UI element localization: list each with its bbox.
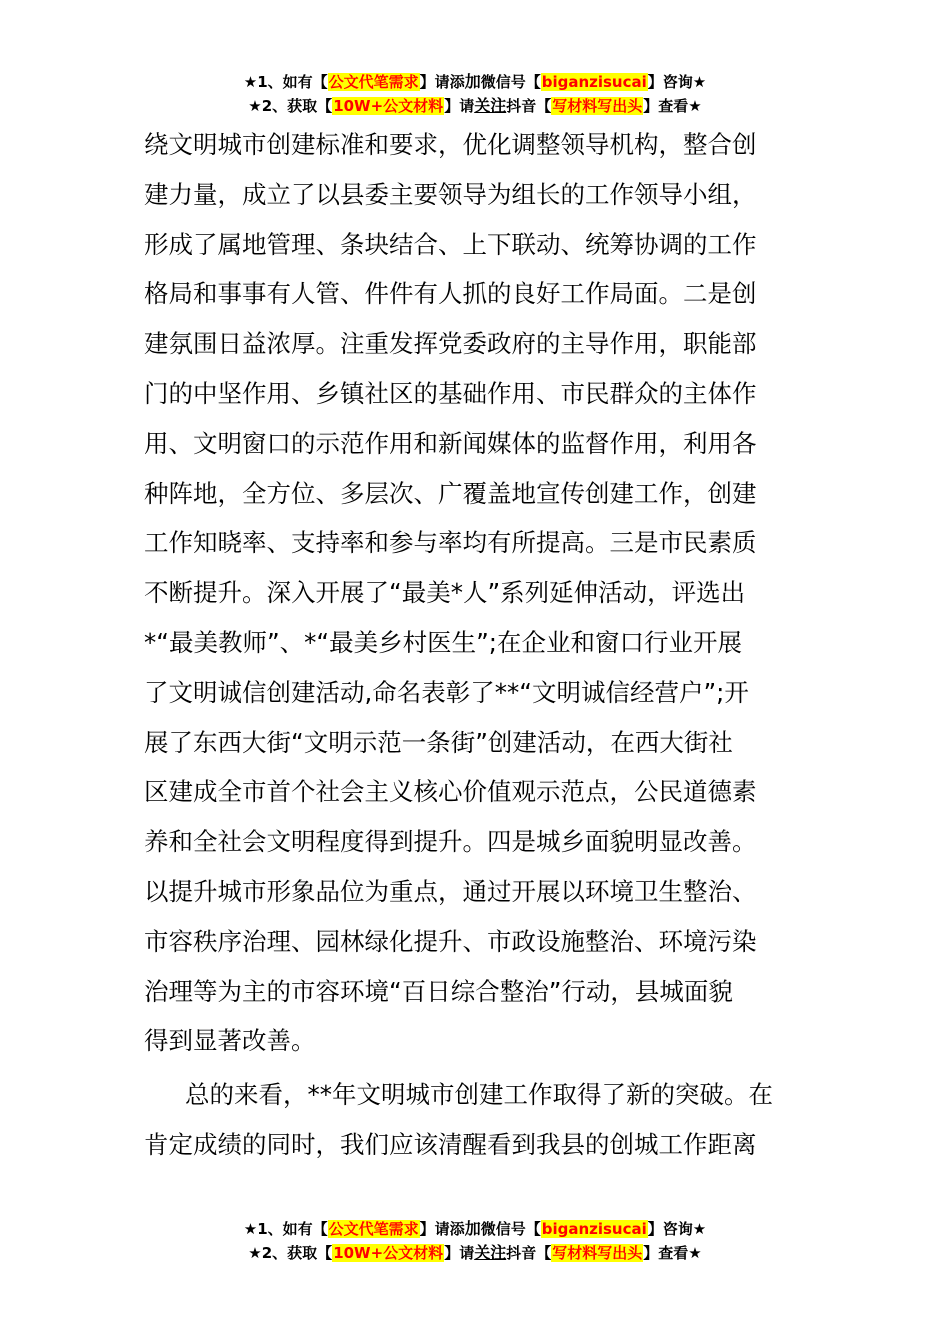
banner-text: 】请 [444, 97, 475, 115]
text-line: 建氛围日益浓厚。注重发挥党委政府的主导作用，职能部 [144, 329, 757, 359]
text-line: 建力量，成立了以县委主要领导为组长的工作领导小组， [144, 179, 757, 209]
banner-text: 】请添 [419, 73, 465, 91]
highlight-materials: 10W+公文材料 [333, 1244, 444, 1262]
paragraph-1 [144, 120, 814, 1066]
text-line: 以提升城市形象品位为重点，通过开展以环境卫生整治、 [144, 876, 757, 906]
banner-text: 微信号【 [480, 73, 541, 91]
banner-text: 】查看★ [643, 1244, 702, 1262]
text-line: 用、文明窗口的示范作用和新闻媒体的监督作用，利用各 [144, 428, 757, 458]
document-body [144, 120, 814, 1170]
banner-text: 加 [464, 1219, 481, 1238]
header-line-1 [0, 70, 950, 94]
text-line: 市容秩序治理、园林绿化提升、市政设施整治、环境污染 [144, 926, 757, 956]
text-line: *“最美教师”、*“最美乡村医生”;在企业和窗口行业开展 [144, 627, 743, 657]
banner-text: ★2、获取【 [248, 97, 333, 115]
header-banner [0, 70, 950, 118]
highlight-service: 公文代笔需求 [328, 1220, 419, 1238]
banner-text: 】请 [444, 1244, 475, 1262]
highlight-materials: 10W+公文材料 [333, 97, 444, 115]
text-line: 门的中坚作用、乡镇社区的基础作用、市民群众的主体作 [144, 378, 757, 408]
text-line: 种阵地，全方位、多层次、广覆盖地宣传创建工作，创建 [144, 478, 757, 508]
banner-text: ★2、获取【 [248, 1244, 333, 1262]
banner-text: 加 [464, 72, 481, 91]
text-line: 得到显著改善。 [144, 1026, 316, 1056]
highlight-douyin: 写材料写出头 [552, 1244, 643, 1262]
header-line-2 [0, 94, 950, 118]
banner-text: 】咨询★ [647, 73, 707, 91]
highlight-service: 公文代笔需求 [328, 73, 419, 91]
banner-text: 抖音【 [506, 97, 552, 115]
highlight-douyin: 写材料写出头 [552, 97, 643, 115]
highlight-wechat-id: biganzisucai [541, 73, 647, 91]
text-line: 工作知晓率、支持率和参与率均有所提高。三是市民素质 [144, 528, 757, 558]
footer-line-1 [0, 1217, 950, 1241]
text-line: 总的来看，**年文明城市创建工作取得了新的突破。在 [185, 1080, 773, 1110]
highlight-wechat-id: biganzisucai [541, 1220, 647, 1238]
footer-banner [0, 1217, 950, 1265]
banner-text: 关注 [474, 1243, 507, 1262]
banner-text: ★1、如有【 [243, 1220, 328, 1238]
banner-text: ★1、如有【 [243, 73, 328, 91]
text-line: 区建成全市首个社会主义核心价值观示范点，公民道德素 [144, 777, 757, 807]
banner-text: 】咨询★ [647, 1220, 707, 1238]
text-line: 养和全社会文明程度得到提升。四是城乡面貌明显改善。 [144, 827, 757, 857]
banner-text: 抖音【 [506, 1244, 552, 1262]
text-line: 形成了属地管理、条块结合、上下联动、统筹协调的工作 [144, 229, 757, 259]
banner-text: 】查看★ [643, 97, 702, 115]
banner-text: 】请添 [419, 1220, 465, 1238]
text-line: 绕文明城市创建标准和要求，优化调整领导机构，整合创 [144, 130, 757, 159]
banner-text: 关注 [474, 96, 507, 115]
footer-line-2 [0, 1241, 950, 1265]
text-line: 肯定成绩的同时，我们应该清醒看到我县的创城工作距离 [144, 1129, 757, 1159]
banner-text: 微信号【 [480, 1220, 541, 1238]
text-line: 格局和事事有人管、件件有人抓的良好工作局面。二是创 [144, 279, 757, 309]
text-line: 了文明诚信创建活动,命名表彰了**“文明诚信经营户”;开 [144, 677, 749, 707]
text-line: 不断提升。深入开展了“最美*人”系列延伸活动，评选出 [144, 578, 746, 608]
paragraph-2 [144, 1070, 814, 1170]
text-line: 展了东西大街“文明示范一条街”创建活动，在西大街社 [144, 727, 733, 757]
text-line: 治理等为主的市容环境“百日综合整治”行动，县城面貌 [144, 976, 733, 1006]
